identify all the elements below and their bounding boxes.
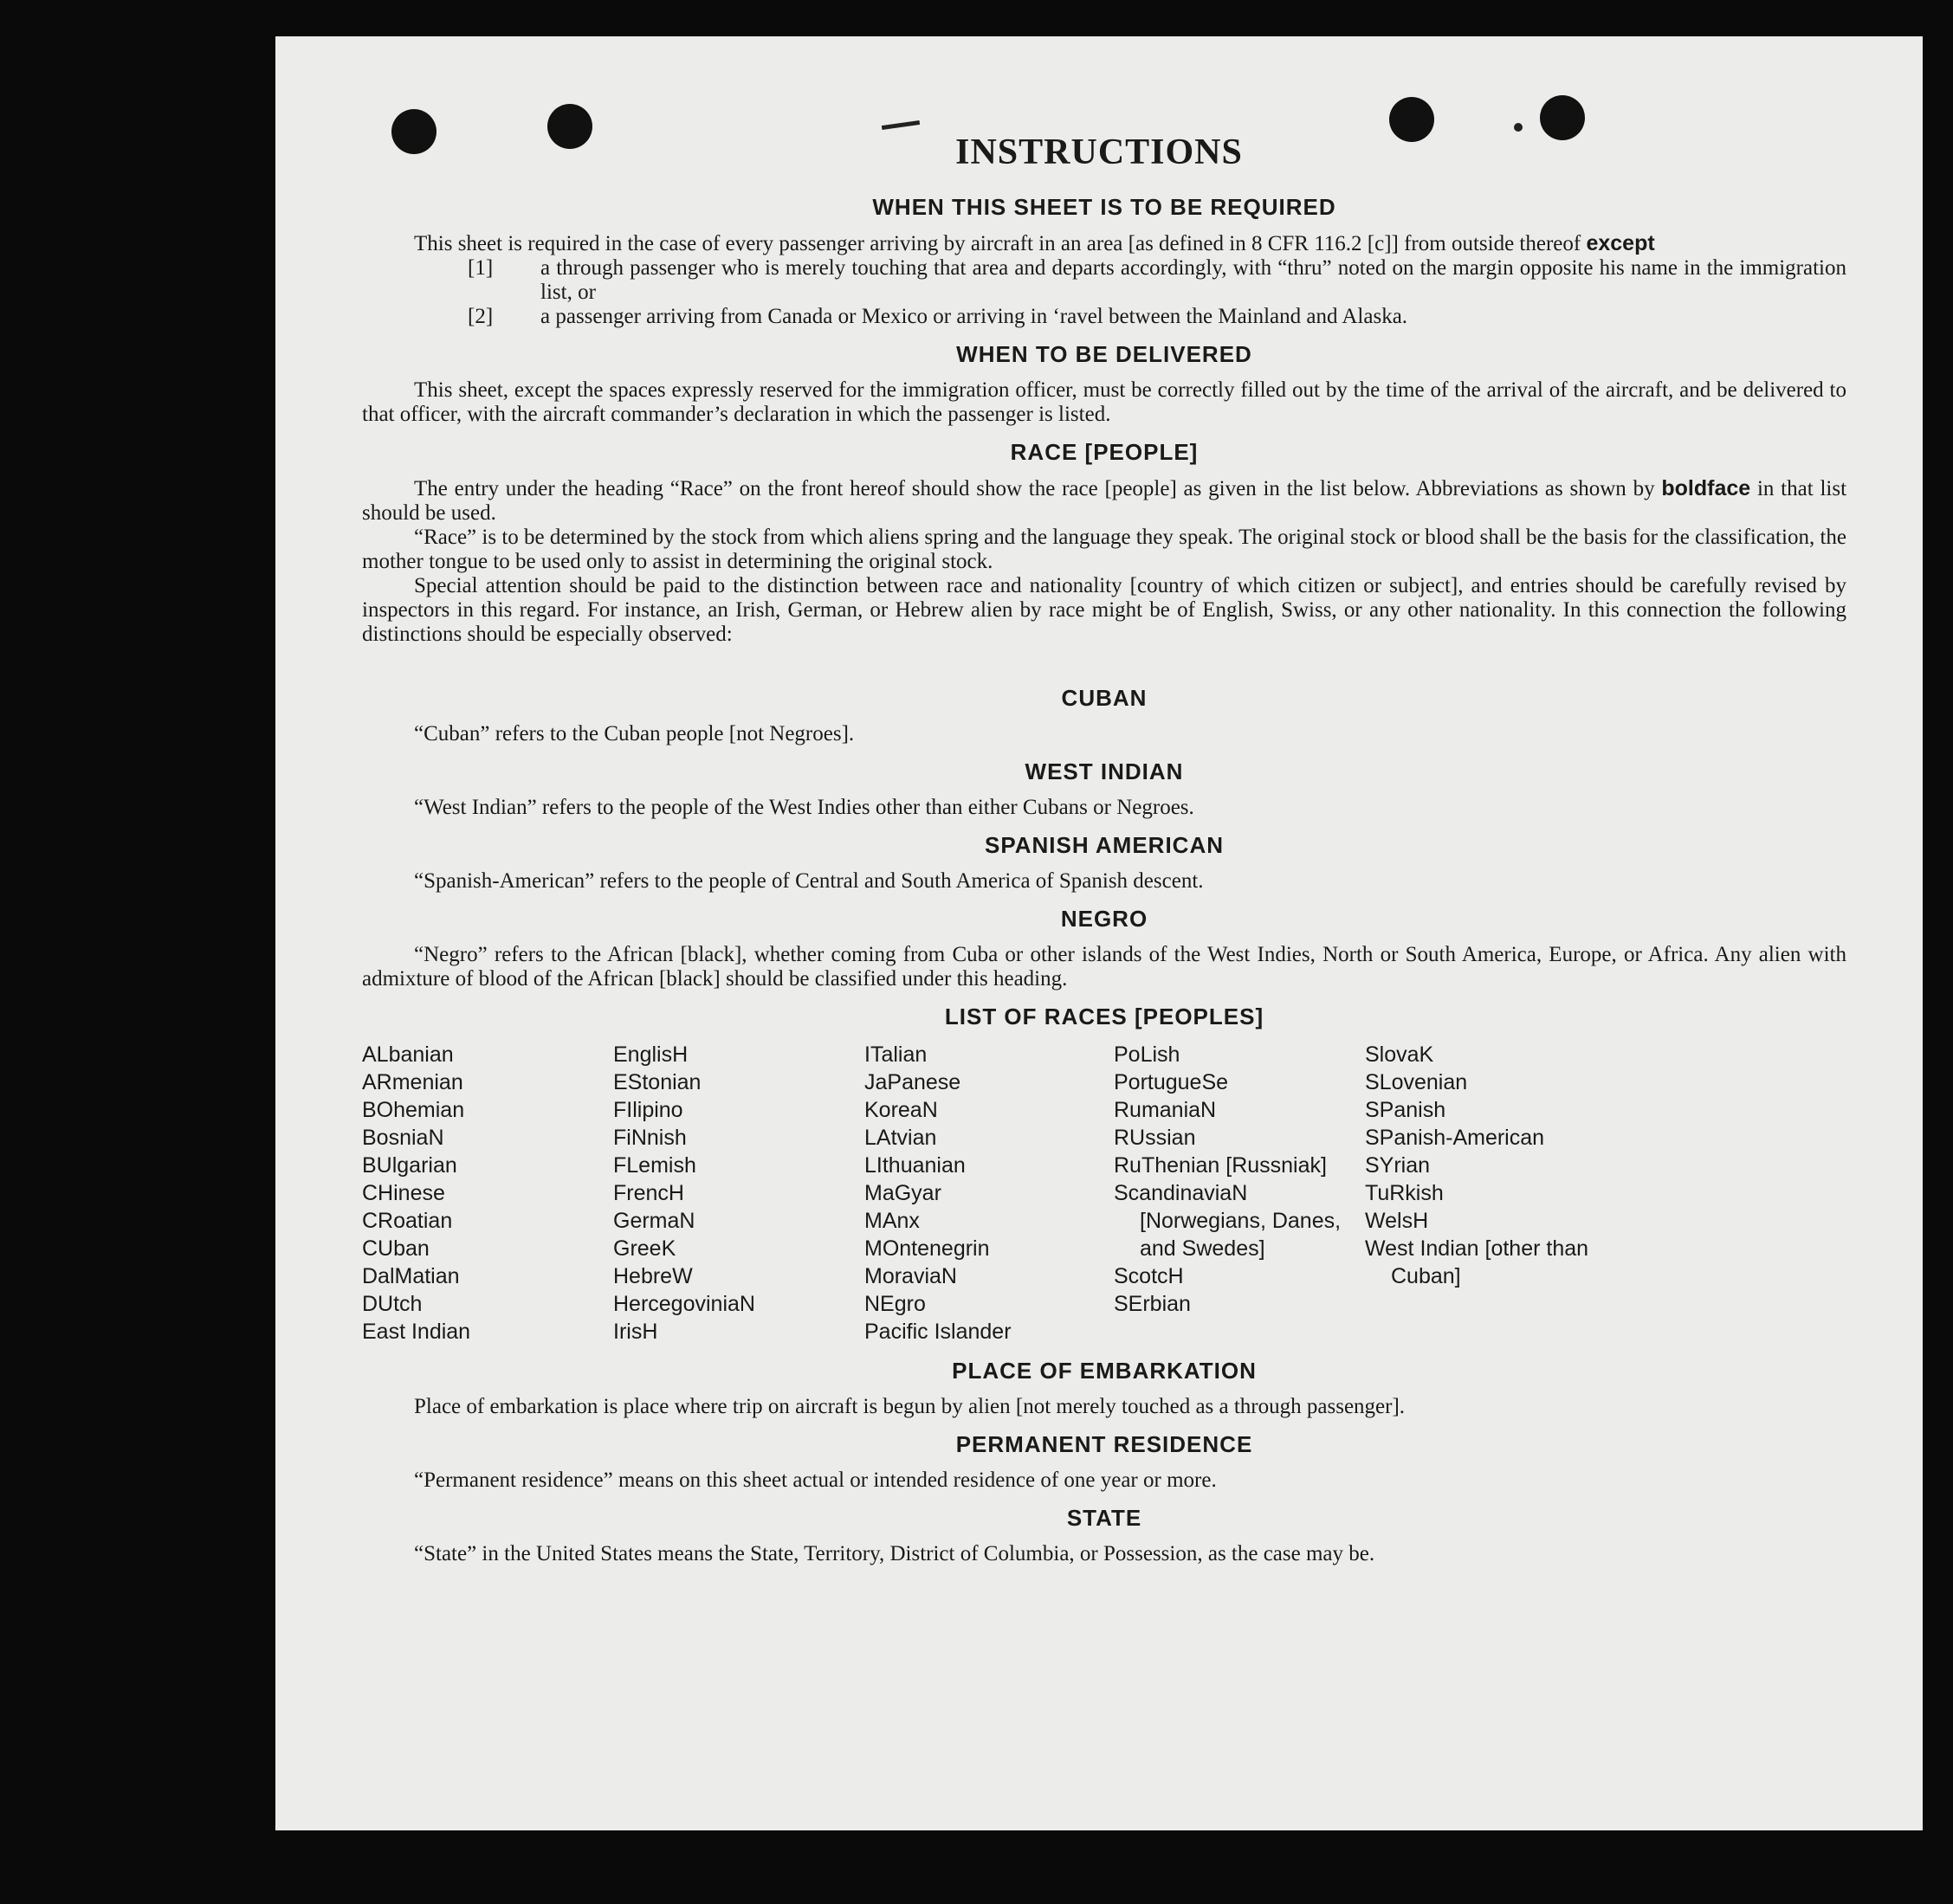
list-item: SErbian [1114, 1292, 1191, 1316]
list-item: TuRkish [1365, 1181, 1444, 1205]
section-heading-residence: PERMANENT RESIDENCE [955, 1431, 1253, 1457]
section-heading-list-of-races: LIST OF RACES [PEOPLES] [944, 1004, 1264, 1029]
state-text: “State” in the United States means the State, Territory, District of Columbia, or Possession, as the case may be. [414, 1542, 1375, 1565]
races-column [1114, 1041, 1365, 1346]
list-item: [1] a through passenger who is merely touching that area and departs accordingly, with “thru” noted on the margin opposite his name in the immigration list, or [468, 256, 1846, 304]
list-item: ARmenian [362, 1070, 463, 1094]
list-item: MOntenegrin [864, 1236, 990, 1261]
races-list [362, 1041, 1846, 1346]
except-bold: except [1586, 231, 1655, 255]
list-item: FrencH [613, 1181, 684, 1205]
section-heading-west-indian: WEST INDIAN [1025, 758, 1184, 784]
list-item: East Indian [362, 1320, 471, 1344]
spanish-american-text: “Spanish-American” refers to the people of Central and South America of Spanish descent. [414, 869, 1204, 893]
list-item: ALbanian [362, 1042, 454, 1067]
list-item: RUssian [1114, 1126, 1196, 1150]
races-column [864, 1041, 1114, 1346]
section-heading-state: STATE [1066, 1505, 1142, 1531]
section-heading-negro: NEGRO [1060, 906, 1148, 932]
race-paragraph-1: The entry under the heading “Race” on the front hereof should show the race [people] as given in the list below. Abbreviations as shown by boldface in that list should be used. [362, 476, 1847, 525]
list-item: Pacific Islander [864, 1320, 1012, 1344]
embarkation-text: Place of embarkation is place where trip on aircraft is begun by alien [not merely touched as a through passenger]. [414, 1395, 1406, 1418]
residence-text: “Permanent residence” means on this sheet actual or intended residence of one year or more. [414, 1468, 1217, 1492]
list-item: SPanish [1365, 1098, 1446, 1122]
section-heading-required: WHEN THIS SHEET IS TO BE REQUIRED [872, 194, 1336, 220]
cuban-text: “Cuban” refers to the Cuban people [not Negroes]. [414, 722, 855, 745]
list-item: LIthuanian [864, 1153, 966, 1178]
list-item: [2] a passenger arriving from Canada or Mexico or arriving in ‘ravel between the Mainland and Alaska. [468, 305, 1408, 328]
section-heading-race: RACE [PEOPLE] [1010, 439, 1199, 465]
list-item: HebreW [613, 1264, 693, 1288]
races-column [362, 1041, 613, 1346]
list-item: EStonian [613, 1070, 702, 1094]
list-item: JaPanese [864, 1070, 961, 1094]
list-item: PoLish [1114, 1042, 1180, 1067]
race-paragraph-3: Special attention should be paid to the distinction between race and nationality [country of which citizen or subject], and entries should be carefully revised by inspectors in this regard. For instance, an Irish, German, or Hebrew alien by race might be of English, Swiss, or any other nationality. In this connection the following distinctions should be especially observed: [362, 574, 1846, 646]
list-item: MaGyar [864, 1181, 941, 1205]
list-item: MoraviaN [864, 1264, 957, 1288]
ink-mark [882, 120, 920, 130]
document-sheet [275, 36, 1923, 1830]
list-item: DUtch [362, 1292, 423, 1316]
list-item: RuThenian [Russniak] [1114, 1153, 1327, 1178]
list-item: HercegoviniaN [613, 1292, 755, 1316]
negro-text: “Negro” refers to the African [black], whether coming from Cuba or other islands of the West Indies, North or South America, Europe, or Africa. Any alien with admixture of blood of the African [black] should be classified under this heading. [362, 943, 1846, 991]
list-item: NEgro [864, 1292, 926, 1316]
list-item: DalMatian [362, 1264, 460, 1288]
race-paragraph-2: “Race” is to be determined by the stock from which aliens spring and the language they speak. The original stock or blood shall be the basis for the classification, the mother tongue to be used only to assist in determining the original stock. [362, 526, 1846, 573]
list-item: SPanish-American [1365, 1126, 1545, 1150]
page-title: INSTRUCTIONS [955, 132, 1243, 172]
list-item: IrisH [613, 1320, 658, 1344]
list-item: SlovaK [1365, 1042, 1434, 1067]
list-item: EnglisH [613, 1042, 689, 1067]
section-heading-spanish-american: SPANISH AMERICAN [984, 832, 1224, 858]
list-item: PortugueSe [1114, 1070, 1229, 1094]
delivered-text: This sheet, except the spaces expressly reserved for the immigration officer, must be correctly filled out by the time of the arrival of the aircraft, and be delivered to that officer, with the aircraft commander’s declaration in which the passenger is listed. [362, 378, 1846, 426]
list-item: GermaN [613, 1209, 695, 1233]
list-item: CHinese [362, 1181, 445, 1205]
list-item: FiNnish [613, 1126, 687, 1150]
list-item: RumaniaN [1114, 1098, 1217, 1122]
west-indian-text: “West Indian” refers to the people of the West Indies other than either Cubans or Negroes. [414, 796, 1194, 819]
list-item: BosniaN [362, 1126, 444, 1150]
list-item: West Indian [other than Cuban] [1365, 1236, 1589, 1288]
list-item: BUlgarian [362, 1153, 457, 1178]
boldface-word: boldface [1661, 476, 1751, 500]
races-column [1365, 1041, 1616, 1346]
list-item: ITalian [864, 1042, 928, 1067]
races-column [613, 1041, 864, 1346]
list-item: CUban [362, 1236, 430, 1261]
list-item: FLemish [613, 1153, 696, 1178]
instructions-body [362, 182, 1846, 1566]
list-item: MAnx [864, 1209, 920, 1233]
list-item: FIlipino [613, 1098, 683, 1122]
list-item: LAtvian [864, 1126, 937, 1150]
list-item: KoreaN [864, 1098, 938, 1122]
list-item: GreeK [613, 1236, 676, 1261]
list-item: ScandinaviaN [Norwegians, Danes, and Swedes] [1114, 1181, 1342, 1261]
section-heading-delivered: WHEN TO BE DELIVERED [956, 341, 1252, 367]
list-item: CRoatian [362, 1209, 453, 1233]
list-item: SYrian [1365, 1153, 1431, 1178]
section-heading-embarkation: PLACE OF EMBARKATION [952, 1358, 1257, 1384]
ink-mark [1514, 123, 1523, 132]
list-item: WelsH [1365, 1209, 1429, 1233]
list-item: SLovenian [1365, 1070, 1468, 1094]
list-item: ScotcH [1114, 1264, 1184, 1288]
required-intro: This sheet is required in the case of every passenger arriving by aircraft in an area [as defined in 8 CFR 116.2 [c]] from outside thereof except [414, 231, 1655, 255]
section-heading-cuban: CUBAN [1061, 685, 1148, 711]
list-item: BOhemian [362, 1098, 465, 1122]
